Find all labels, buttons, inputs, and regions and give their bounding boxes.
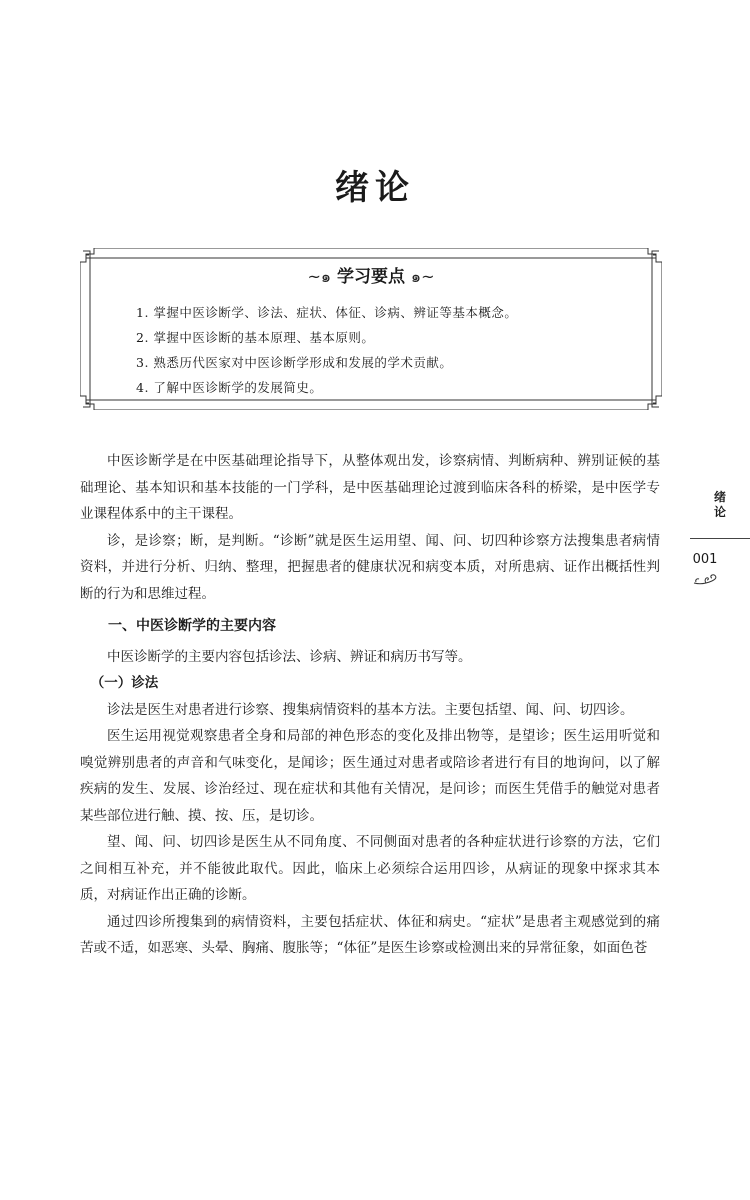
page-number: 001 xyxy=(692,552,718,567)
paragraph: 中医诊断学的主要内容包括诊法、诊病、辨证和病历书写等。 xyxy=(107,648,472,665)
chapter-title: 绪论 xyxy=(335,168,415,208)
objectives-list xyxy=(136,300,517,400)
paragraph: 诊法是医生对患者进行诊察、搜集病情资料的基本方法。主要包括望、闻、问、切四诊。 xyxy=(107,701,634,718)
list-item: 3. 熟悉历代医家对中医诊断学形成和发展的学术贡献。 xyxy=(136,355,453,370)
paragraph: 中医诊断学是在中医基础理论指导下，从整体观出发，诊察病情、判断病种、辨别证候的基础理论、基本知识和基本技能的一门学科，是中医基础理论过渡到临床各科的桥梁，是中医学专业课程体系中的主干课程。 xyxy=(80,453,660,522)
paragraph: 望、闻、问、切四诊是医生从不同角度、不同侧面对患者的各种症状进行诊察的方法，它们之间相互补充，并不能彼此取代。因此，临床上必须综合运用四诊，从病证的现象中探求其本质，对病证作出正确的诊断。 xyxy=(80,834,660,903)
list-item: 2. 掌握中医诊断的基本原理、基本原则。 xyxy=(136,330,375,345)
objectives-box xyxy=(80,248,662,410)
paragraph: 通过四诊所搜集到的病情资料，主要包括症状、体征和病史。“症状”是患者主观感觉到的痛苦或不适，如恶寒、头晕、胸痛、腹胀等；“体征”是医生诊察或检测出来的异常征象，如面色苍 xyxy=(80,913,660,956)
swirl-right-icon: ๑~ xyxy=(410,267,435,286)
side-chapter-label: 绪 论 xyxy=(713,490,726,519)
main-text xyxy=(80,448,660,962)
cloud-ornament-icon xyxy=(692,572,718,586)
list-item: 1. 掌握中医诊断学、诊法、症状、体征、诊病、辨证等基本概念。 xyxy=(136,305,518,320)
swirl-left-icon: ~๑ xyxy=(307,267,332,286)
objectives-heading: ~๑ 学习要点 ๑~ xyxy=(307,267,435,287)
paragraph: 医生运用视觉观察患者全身和局部的神色形态的变化及排出物等，是望诊；医生运用听觉和嗅觉辨别患者的声音和气味变化，是闻诊；医生通过对患者或陪诊者进行有目的地询问，以了解疾病的发生、发展、诊治经过、现在症状和其他有关情况，是问诊；而医生凭借手的触觉对患者某些部位进行触、摸、按、压，是切诊。 xyxy=(80,728,660,824)
subsection-heading: （一）诊法 xyxy=(90,675,159,691)
side-tab xyxy=(690,490,750,567)
section-heading: 一、中医诊断学的主要内容 xyxy=(108,618,276,634)
list-item: 4. 了解中医诊断学的发展简史。 xyxy=(136,380,323,395)
paragraph: 诊，是诊察；断，是判断。“诊断”就是医生运用望、闻、问、切四种诊察方法搜集患者病情资料，并进行分析、归纳、整理，把握患者的健康状况和病变本质，对所患病、证作出概括性判断的行为和思维过程。 xyxy=(80,532,660,602)
divider xyxy=(690,538,750,539)
